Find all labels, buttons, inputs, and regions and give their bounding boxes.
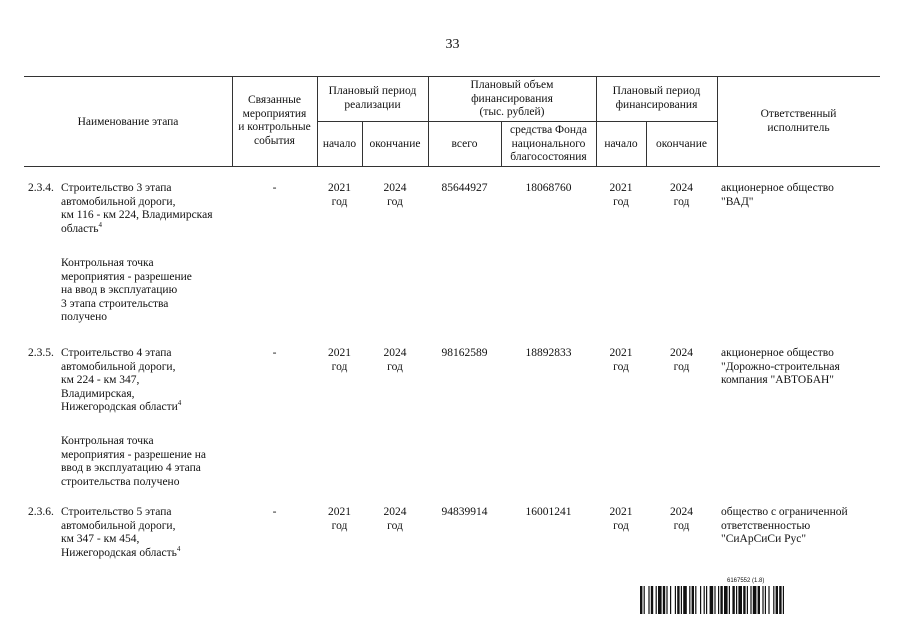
header-subline xyxy=(428,121,596,122)
fin-start: 2021 год xyxy=(609,506,633,532)
header-fin-end: окончание xyxy=(656,138,707,150)
barcode-bar xyxy=(692,586,694,614)
barcode-bar xyxy=(666,586,667,614)
barcode-bar xyxy=(714,586,715,614)
plan-end: 2024 год xyxy=(383,347,407,373)
responsible: акционерное общество "Дорожно-строительная компания "АВТОБАН" xyxy=(721,347,840,386)
footnote-marker: 4 xyxy=(98,220,103,229)
header-fin-start: начало xyxy=(604,138,638,150)
volume-fund: 18892833 xyxy=(525,347,572,359)
header-plan-period: Плановый период реализации xyxy=(328,85,417,111)
row-number: 2.3.5. xyxy=(28,347,54,359)
barcode-bar xyxy=(758,586,760,614)
header-volume-fund: средства Фонда национального благосостояния xyxy=(510,124,587,163)
barcode-bar xyxy=(706,586,707,614)
header-related-events: Связанные мероприятия и контрольные события xyxy=(238,94,311,147)
header-top-border xyxy=(24,76,880,77)
header-subline xyxy=(317,121,428,122)
fin-start: 2021 год xyxy=(609,182,633,208)
page-number: 33 xyxy=(445,37,460,52)
header-financing-period: Плановый период финансирования xyxy=(612,85,701,111)
barcode-bar xyxy=(783,586,784,614)
barcode-bar xyxy=(732,586,734,614)
control-point: Контрольная точка мероприятия - разрешение на ввод в эксплуатацию 4 этапа строительства получено xyxy=(61,435,207,488)
fin-start: 2021 год xyxy=(609,347,633,373)
barcode-bar xyxy=(738,586,742,614)
barcode-bar xyxy=(773,586,774,614)
barcode-bar xyxy=(651,586,653,614)
header-bottom-border xyxy=(24,166,880,167)
fin-end: 2024 год xyxy=(670,182,693,208)
stage-name: Строительство 3 этапа автомобильной дороги, км 116 - км 224, Владимирская область$^4$ xyxy=(61,182,213,235)
barcode-bar xyxy=(644,586,645,614)
barcode-bar xyxy=(683,586,687,614)
responsible: общество с ограниченной ответственностью "СиАрСиСи Рус" xyxy=(721,506,848,545)
plan-start: 2021 год xyxy=(328,506,351,532)
volume-total: 98162589 xyxy=(441,347,488,359)
barcode-bar xyxy=(700,586,701,614)
barcode-bar xyxy=(779,586,781,614)
barcode-bar xyxy=(729,586,730,614)
barcode-bar xyxy=(710,586,714,614)
barcode-bar xyxy=(704,586,705,614)
barcode-bar xyxy=(718,586,719,614)
header-subline xyxy=(596,121,717,122)
barcode-bar xyxy=(753,586,757,614)
barcode-bar xyxy=(681,586,682,614)
related-events: - xyxy=(272,347,277,359)
barcode-bar xyxy=(670,586,671,614)
footnote-marker: 4 xyxy=(176,544,181,553)
barcode-bar xyxy=(747,586,748,614)
barcode-bar xyxy=(675,586,676,614)
header-plan-start: начало xyxy=(322,138,357,150)
row-number: 2.3.4. xyxy=(28,182,54,194)
volume-total: 85644927 xyxy=(441,182,488,194)
row-number: 2.3.6. xyxy=(28,506,54,518)
volume-fund: 16001241 xyxy=(525,506,572,518)
barcode-bar xyxy=(750,586,751,614)
barcode-bar xyxy=(640,586,642,614)
stage-name: Строительство 4 этапа автомобильной дороги, км 224 - км 347, Владимирская, Нижегородская области$^4$ xyxy=(61,347,182,413)
barcode-bar xyxy=(689,586,690,614)
barcode-bar xyxy=(658,586,662,614)
barcode-bar xyxy=(663,586,665,614)
related-events: - xyxy=(272,182,277,194)
barcode-bar xyxy=(743,586,745,614)
plan-start: 2021 год xyxy=(328,182,351,208)
barcode-bar xyxy=(695,586,696,614)
barcode-bar xyxy=(762,586,763,614)
fin-end: 2024 год xyxy=(670,506,693,532)
barcode-bar xyxy=(724,586,728,614)
header-responsible: Ответственный исполнитель xyxy=(760,108,837,134)
barcode-bar xyxy=(677,586,679,614)
control-point: Контрольная точка мероприятия - разрешение на ввод в эксплуатацию 3 этапа строительства получено xyxy=(61,257,192,323)
barcode-bar xyxy=(768,586,769,614)
barcode-bar xyxy=(765,586,766,614)
barcode-label: 6167552 (1.8) xyxy=(727,578,765,584)
header-volume-total: всего xyxy=(451,138,478,150)
header-financing-volume: Плановый объем финансирования (тыс. рублей) xyxy=(470,79,554,118)
barcode-bar xyxy=(720,586,722,614)
plan-start: 2021 год xyxy=(328,347,351,373)
plan-end: 2024 год xyxy=(383,182,407,208)
barcode-bar xyxy=(656,586,657,614)
barcode-bar xyxy=(736,586,737,614)
barcode-bar xyxy=(776,586,778,614)
plan-end: 2024 год xyxy=(383,506,407,532)
header-plan-end: окончание xyxy=(369,138,421,150)
volume-total: 94839914 xyxy=(441,506,488,518)
related-events: - xyxy=(272,506,277,518)
volume-fund: 18068760 xyxy=(525,182,572,194)
barcode-icon xyxy=(640,586,880,614)
fin-end: 2024 год xyxy=(670,347,693,373)
stage-name: Строительство 5 этапа автомобильной дороги, км 347 - км 454, Нижегородская область$^4$ xyxy=(61,506,181,559)
responsible: акционерное общество "ВАД" xyxy=(721,182,834,208)
footnote-marker: 4 xyxy=(177,399,182,408)
barcode-bar xyxy=(648,586,649,614)
header-stage-name: Наименование этапа xyxy=(77,116,179,128)
